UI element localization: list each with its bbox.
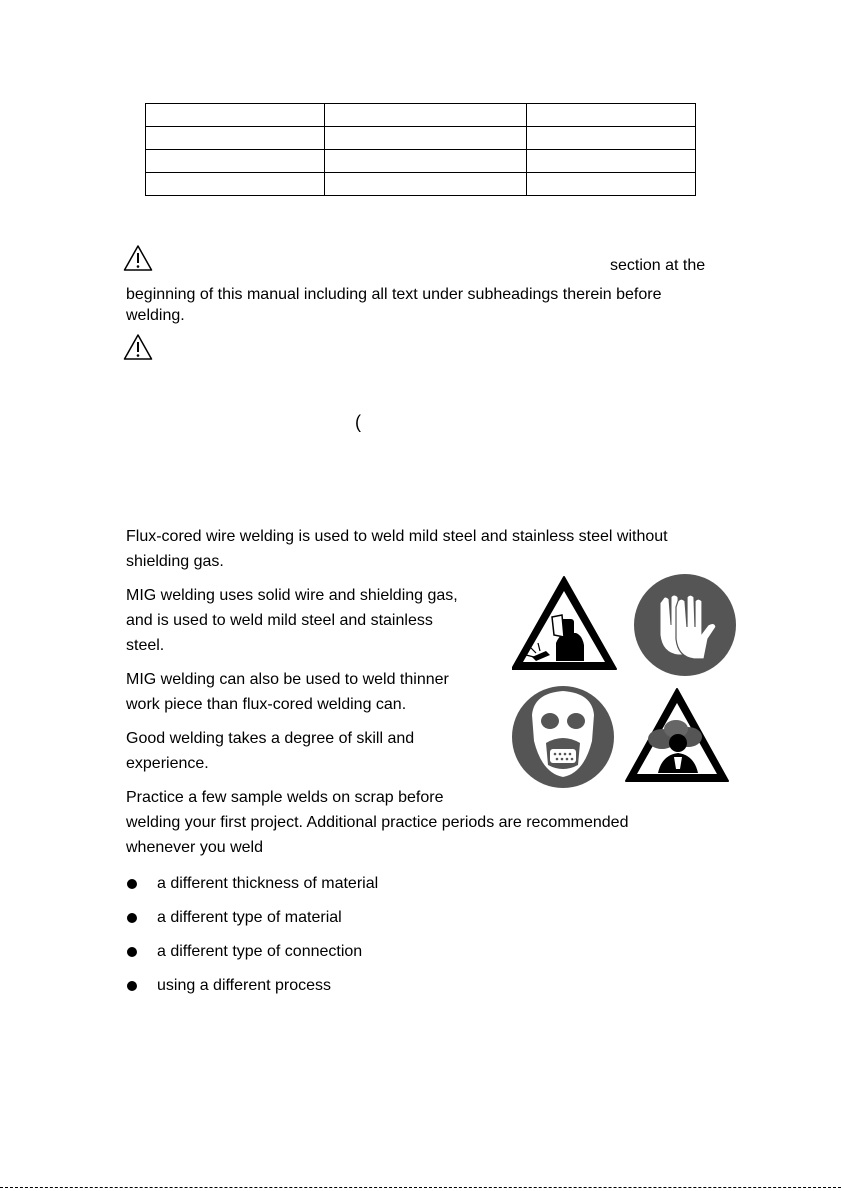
list-item [126, 972, 378, 1006]
warning-triangle-icon [123, 244, 153, 272]
respirator-icon [512, 686, 614, 788]
intro-p2-line-1: MIG welding uses solid wire and shielding gas, [126, 587, 458, 604]
table-row [146, 173, 696, 196]
table-row [146, 150, 696, 173]
list-item-text: a different type of material [157, 909, 342, 926]
warning-1-line-2: beginning of this manual including all text under subheadings therein before [126, 286, 662, 303]
spec-table [145, 103, 696, 196]
intro-p3-line-2: work piece than flux-cored welding can. [126, 696, 407, 713]
bullet-icon [127, 913, 137, 923]
bullet-icon [127, 879, 137, 889]
intro-p1-line-1: Flux-cored wire welding is used to weld mild steel and stainless steel without [126, 528, 668, 545]
intro-p3-line-1: MIG welding can also be used to weld thinner [126, 671, 449, 688]
warning-triangle-icon [123, 333, 153, 361]
intro-p2-line-2: and is used to weld mild steel and stainless [126, 612, 433, 629]
list-item-text: using a different process [157, 977, 332, 994]
fume-hazard-icon [626, 689, 728, 781]
intro-p2-line-3: steel. [126, 637, 165, 654]
table-row [146, 127, 696, 150]
list-item-text: a different thickness of material [157, 875, 379, 892]
table-row [146, 104, 696, 127]
list-item-text: a different type of connection [157, 943, 363, 960]
page-bottom-divider [0, 1187, 841, 1188]
warning-1-line-3: welding. [126, 307, 185, 324]
intro-p5-line-3: whenever you weld [126, 839, 263, 856]
intro-p4-line-1: Good welding takes a degree of skill and [126, 730, 415, 747]
bullet-list [126, 870, 378, 1006]
gloves-icon [634, 574, 736, 676]
intro-p5-line-1: Practice a few sample welds on scrap before [126, 789, 444, 806]
list-item [126, 938, 378, 972]
intro-p5-line-2: welding your first project. Additional practice periods are recommended [126, 814, 629, 831]
warning-1-tail: section at the [610, 257, 706, 274]
bullet-icon [127, 981, 137, 991]
safety-signs [512, 573, 736, 793]
intro-p4-line-2: experience. [126, 755, 209, 772]
stray-parenthesis: ( [355, 412, 361, 432]
face-shield-warning-icon [512, 577, 616, 669]
intro-p1-line-2: shielding gas. [126, 553, 224, 570]
list-item [126, 870, 378, 904]
bullet-icon [127, 947, 137, 957]
list-item [126, 904, 378, 938]
